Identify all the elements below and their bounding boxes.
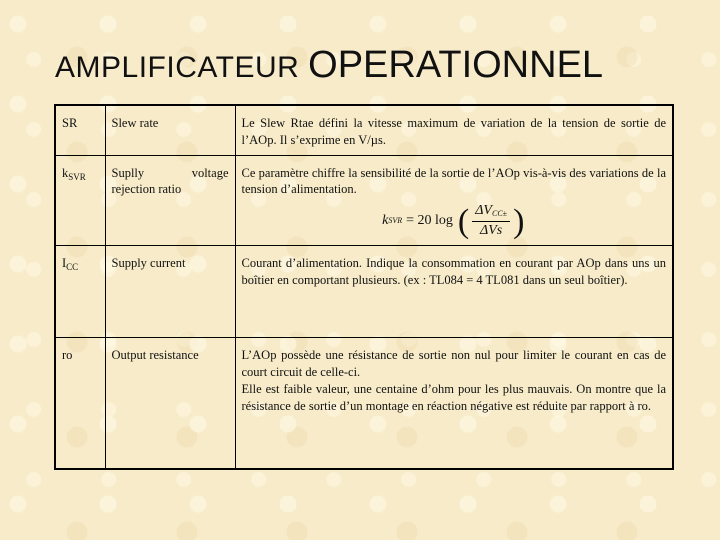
name-cell — [105, 246, 235, 338]
param-name: Output resistance — [111, 348, 199, 363]
description-text: Ce paramètre chiffre la sensibilité de la sortie de l’AOp vis-à-vis des variations de la tension d’alimentation. — [241, 165, 666, 197]
page-title — [55, 46, 603, 84]
table-row — [55, 338, 673, 469]
symbol-cell — [55, 338, 105, 469]
symbol-subscript: SVR — [68, 171, 86, 182]
symbol: ro — [62, 348, 73, 363]
symbol-cell — [55, 105, 105, 155]
formula-paren-left: ( — [457, 202, 470, 240]
name-cell — [105, 338, 235, 469]
ksvr-formula — [242, 202, 667, 241]
formula-fraction — [472, 202, 510, 241]
table-row — [55, 246, 673, 338]
param-name: Supply current — [111, 256, 186, 271]
formula-num-subscript: CC± — [492, 209, 508, 219]
formula-denominator: ΔVs — [480, 223, 503, 239]
symbol-cell — [55, 155, 105, 246]
description-cell: Le Slew Rtae défini la vitesse maximum de variation de la tension de sortie de l’AOp. Il s’exprime en V/µs. — [235, 105, 673, 155]
formula-num: ΔV — [475, 203, 492, 219]
formula-eq: = 20 log — [406, 213, 453, 229]
symbol: I — [62, 256, 67, 271]
name-cell — [105, 105, 235, 155]
symbol-subscript: CC — [66, 262, 79, 273]
title-part1: AMPLIFICATEUR — [55, 51, 309, 84]
description-cell — [235, 155, 673, 246]
symbol: k — [62, 165, 69, 180]
table-row — [55, 155, 673, 246]
description-cell: Courant d’alimentation. Indique la consommation en courant par AOp dans uns un boîtier en comportant plusieurs. (ex : TL084 = 4 TL081 dans un seul boîtier). — [235, 246, 673, 338]
formula-paren-right: ) — [513, 202, 525, 240]
param-name: Suplly voltage rejection ratio — [111, 165, 229, 197]
formula-lhs-subscript: SVR — [388, 216, 403, 226]
table-row — [55, 105, 673, 155]
formula-numerator — [472, 202, 510, 222]
description-cell: L’AOp possède une résistance de sortie non nul pour limiter le courant en cas de court circuit de celle-ci. Elle est faible valeur, une centaine d’ohm pour les plus mauvais. On montre que la résistance de sortie d’un montage en réaction négative est réduite par rapport à ro. — [235, 338, 673, 469]
parameters-table — [54, 104, 674, 470]
param-name: Slew rate — [111, 116, 159, 130]
title-part2: OPERATIONNEL — [308, 44, 604, 86]
symbol-cell — [55, 246, 105, 338]
formula-lhs: k — [382, 213, 389, 229]
name-cell — [105, 155, 235, 246]
symbol: SR — [62, 116, 78, 130]
